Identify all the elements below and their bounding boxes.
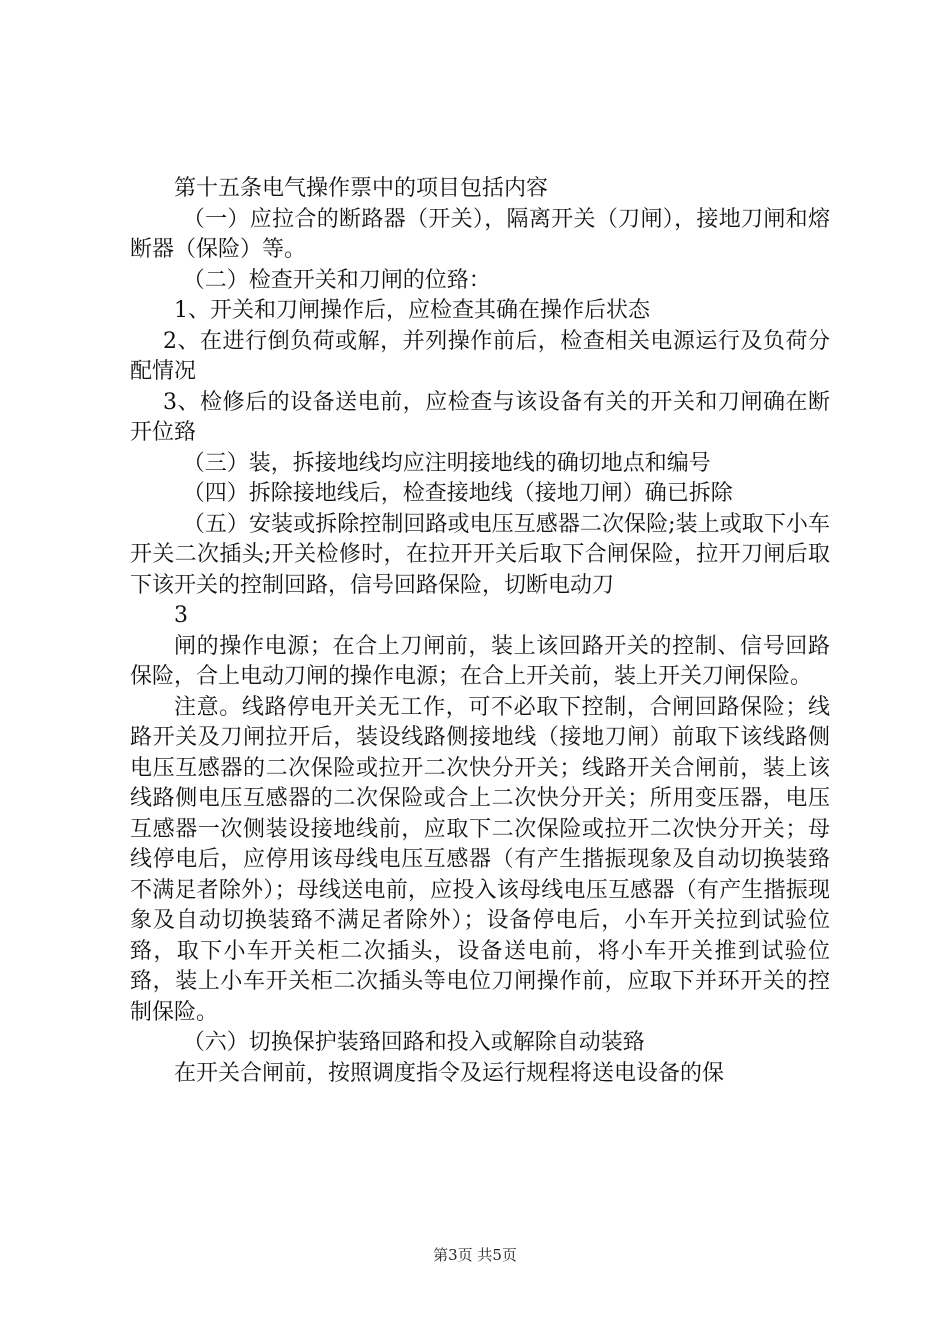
item-4-paragraph: （四）拆除接地线后，检查接地线（接地刀闸）确已拆除: [182, 481, 733, 506]
final-paragraph: 在开关合闸前，按照调度指令及运行规程将送电设备的保: [174, 1060, 725, 1086]
continuation-paragraph: 闸的操作电源；在合上刀闸前，装上该回路开关的控制、信号回路保险，合上电动刀闸的操作电源；在合上开关前，装上开关刀闸保险。: [130, 633, 830, 689]
page-number-footer: 第3页 共5页: [433, 1246, 517, 1264]
item-3-paragraph: （三）装，拆接地线均应注明接地线的确切地点和编号: [182, 450, 711, 476]
item-2-paragraph: （二）检查开关和刀闸的位臵：: [182, 267, 491, 293]
subitem-2-paragraph: 2、在进行倒负荷或解，并列操作前后，检查相关电源运行及负荷分配情况: [130, 328, 830, 384]
item-6-paragraph: （六）切换保护装臵回路和投入或解除自动装臵: [182, 1030, 645, 1055]
note-paragraph: 注意。线路停电开关无工作，可不必取下控制，合闸回路保险；线路开关及刀闸拉开后，装设线路侧接地线（接地刀闸）前取下该线路侧电压互感器的二次保险或拉开二次快分开关；线路开关合闸前，装上该线路侧电压互感器的二次保险或合上二次快分开关；所用变压器，电压互感器一次侧装设接地线前，应取下二次保险或拉开二次快分开关；母线停电后，应停用该母线电压互感器（有产生揩振现象及自动切换装臵不满足者除外）；母线送电前，应投入该母线电压互感器（有产生揩振现象及自动切换装臵不满足者除外）；设备停电后，小车开关拉到试验位臵，取下小车开关柜二次插头，设备送电前，将小车开关推到试验位臵，装上小车开关柜二次插头等电位刀闸操作前，应取下并环开关的控制保险。: [130, 694, 830, 1025]
subitem-1-paragraph: 1、开关和刀闸操作后，应检查其确在操作后状态: [174, 298, 650, 323]
item-1-paragraph: （一）应拉合的断路器（开关），隔离开关（刀闸），接地刀闸和熔断器（保险）等。: [130, 206, 830, 262]
inline-number: 3: [174, 603, 188, 628]
subitem-3-paragraph: 3、检修后的设备送电前，应检查与该设备有关的开关和刀闸确在断开位臵: [130, 389, 830, 445]
document-body: [130, 174, 830, 1089]
item-5-paragraph: （五）安装或拆除控制回路或电压互感器二次保险;装上或取下小车开关二次插头;开关检修时，在拉开开关后取下合闸保险，拉开刀闸后取下该开关的控制回路，信号回路保险，切断电动刀: [130, 511, 830, 598]
heading-article-15: 第十五条电气操作票中的项目包括内容: [174, 176, 549, 201]
